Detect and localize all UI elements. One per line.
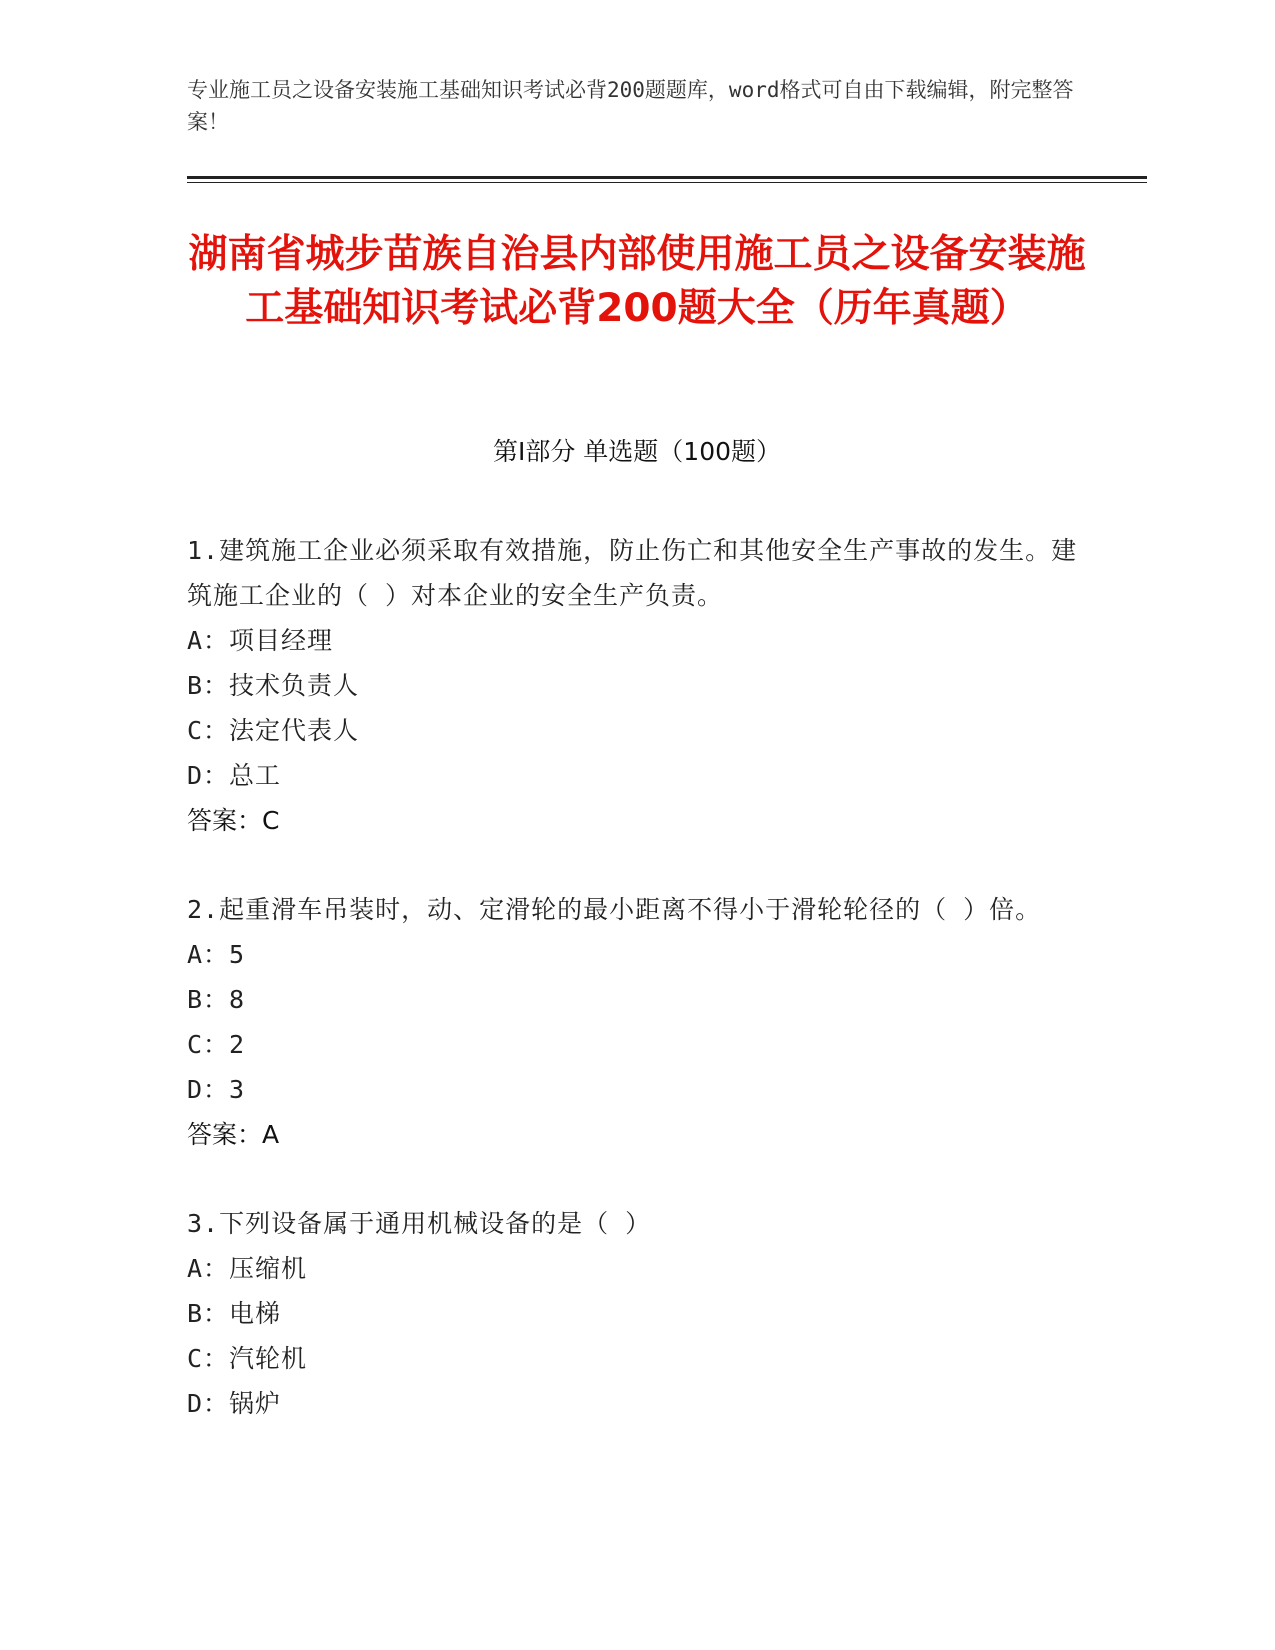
document-title: 湖南省城步苗族自治县内部使用施工员之设备安装施工基础知识考试必背200题大全（历年真题）	[188, 232, 1086, 331]
option-a: A：项目经理	[187, 626, 334, 655]
option-d: D：3	[187, 1075, 246, 1104]
option-c: C：法定代表人	[187, 716, 360, 745]
question-stem: 3.下列设备属于通用机械设备的是（ ）	[187, 1209, 652, 1238]
option-c: C：2	[187, 1030, 246, 1059]
option-a: A：压缩机	[187, 1254, 308, 1283]
option-c: C：汽轮机	[187, 1344, 308, 1373]
section-title: 第Ⅰ部分 单选题（100题）	[492, 437, 782, 466]
option-d: D：总工	[187, 761, 282, 790]
question-stem: 1.建筑施工企业必须采取有效措施，防止伤亡和其他安全生产事故的发生。建筑施工企业的（ ）对本企业的安全生产负责。	[187, 536, 1078, 610]
header-note: 专业施工员之设备安装施工基础知识考试必背200题题库，word格式可自由下载编辑，附完整答案！	[187, 78, 1074, 134]
answer: 答案：C	[187, 806, 280, 835]
option-a: A：5	[187, 940, 246, 969]
question-1	[187, 528, 1087, 843]
option-d: D：锅炉	[187, 1389, 282, 1418]
answer: 答案：A	[187, 1120, 280, 1149]
option-b: B：8	[187, 985, 246, 1014]
question-list	[187, 528, 1087, 1470]
header-divider-thick	[187, 176, 1147, 179]
question-stem: 2.起重滑车吊装时，动、定滑轮的最小距离不得小于滑轮轮径的（ ）倍。	[187, 895, 1042, 924]
question-3	[187, 1201, 1087, 1426]
header-divider-thin	[187, 182, 1147, 183]
option-b: B：电梯	[187, 1299, 282, 1328]
option-b: B：技术负责人	[187, 671, 360, 700]
question-2	[187, 887, 1087, 1157]
